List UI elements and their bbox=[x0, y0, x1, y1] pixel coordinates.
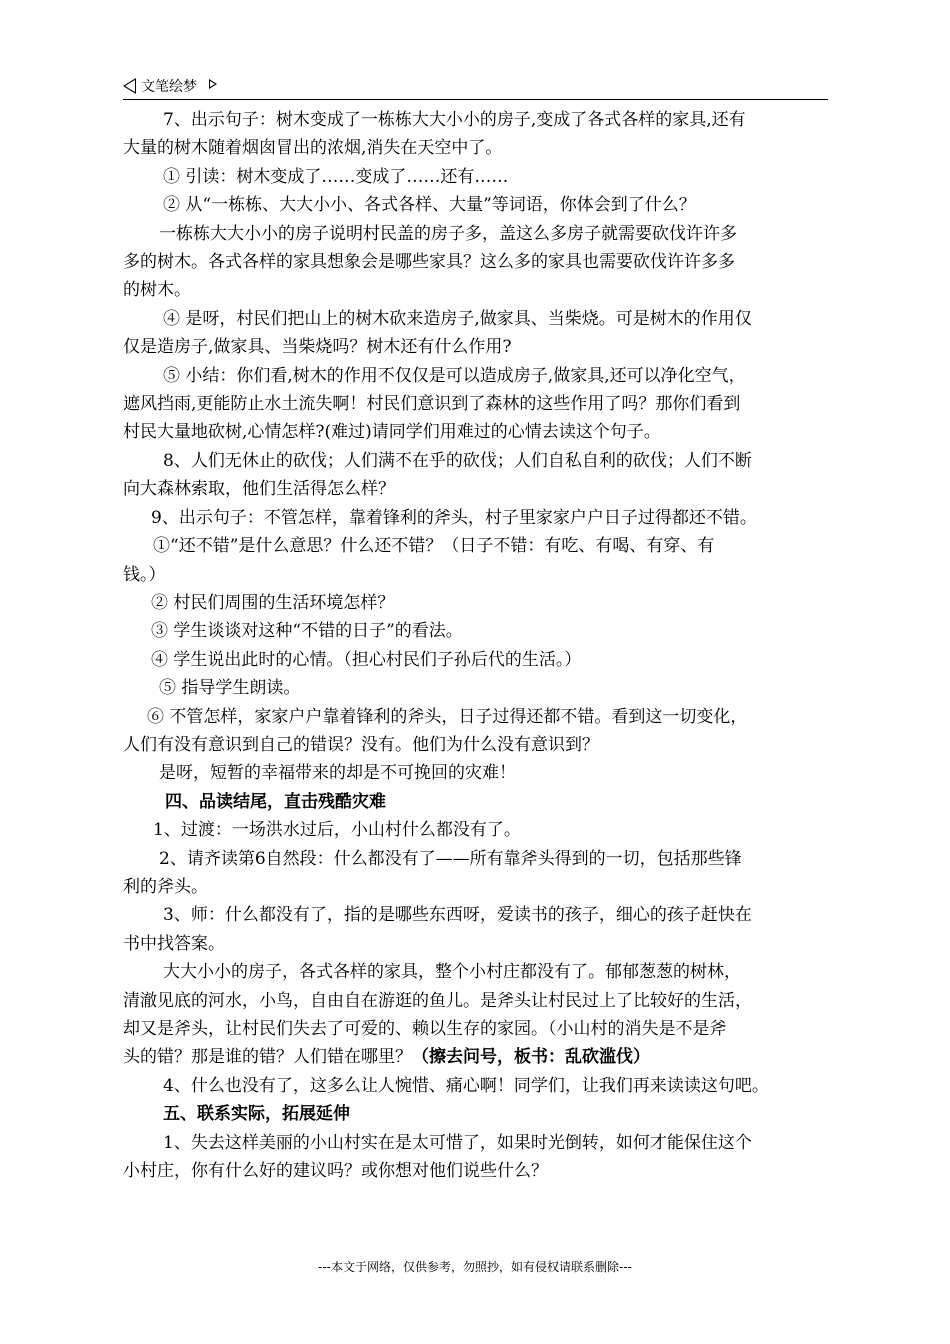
text-line bbox=[123, 447, 831, 475]
line-text: 清澈见底的河水，小鸟，自由自在游逛的鱼儿。是斧头让村民过上了比较好的生活， bbox=[123, 990, 752, 1011]
line-text: ⑥ 不管怎样，家家户户靠着锋利的斧头，日子过得还都不错。看到这一切变化， bbox=[147, 706, 748, 727]
line-text: 村民大量地砍树,心情怎样?(难过)请同学们用难过的心情去读这个句子。 bbox=[123, 422, 661, 443]
text-line bbox=[123, 759, 831, 787]
line-text: 仅是造房子,做家具、当柴烧吗？树木还有什么作用? bbox=[123, 337, 512, 358]
text-line bbox=[123, 987, 831, 1015]
text-line bbox=[123, 418, 831, 446]
line-text: 一栋栋大大小小的房子说明村民盖的房子多，盖这么多房子就需要砍伐许许多 bbox=[159, 223, 737, 244]
triangle-right-icon bbox=[209, 79, 217, 89]
text-line bbox=[123, 1043, 831, 1071]
line-text: ⑤ 小结：你们看,树木的作用不仅仅是可以造成房子,做家具,还可以净化空气， bbox=[163, 365, 746, 386]
line-text: 9、出示句子：不管怎样，靠着锋利的斧头，村子里家家户户日子过得都还不错。 bbox=[151, 507, 757, 528]
text-line bbox=[123, 731, 831, 759]
line-text: 大大小小的房子，各式各样的家具，整个小村庄都没有了。郁郁葱葱的树林， bbox=[163, 962, 741, 983]
line-text: ④ 学生说出此时的心情。（担心村民们子孙后代的生活。） bbox=[151, 649, 582, 670]
line-text: 小村庄，你有什么好的建议吗？或你想对他们说些什么？ bbox=[123, 1161, 548, 1182]
text-line bbox=[123, 1015, 831, 1043]
line-text: 多的树木。各式各样的家具想象会是哪些家具？这么多的家具也需要砍伐许许多多 bbox=[123, 252, 735, 273]
line-text: 钱。） bbox=[123, 564, 166, 585]
text-line bbox=[123, 816, 831, 844]
line-text: ② 村民们周围的生活环境怎样？ bbox=[151, 592, 395, 613]
line-text: ③ 学生谈谈对这种“不错的日子”的看法。 bbox=[151, 621, 463, 642]
line-text: 五、联系实际，拓展延伸 bbox=[163, 1104, 350, 1125]
text-line bbox=[123, 220, 831, 248]
section-heading bbox=[123, 1100, 831, 1128]
line-text: 2、请齐读第6自然段：什么都没有了——所有靠斧头得到的一切，包括那些锋 bbox=[159, 848, 742, 869]
page-header bbox=[123, 75, 828, 100]
text-line bbox=[123, 532, 831, 560]
section-heading bbox=[123, 788, 831, 816]
text-line bbox=[123, 475, 831, 503]
text-line bbox=[123, 106, 831, 134]
text-line bbox=[123, 276, 831, 304]
line-text: 却又是斧头，让村民们失去了可爱的、赖以生存的家园。（小山村的消失是不是斧 bbox=[123, 1019, 727, 1039]
line-text: 1、过渡：一场洪水过后，小山村什么都没有了。 bbox=[153, 820, 521, 841]
line-text: 1、失去这样美丽的小山村实在是太可惜了，如果时光倒转，如何才能保住这个 bbox=[163, 1132, 752, 1153]
line-text: ① 引读：树木变成了……变成了……还有…… bbox=[163, 166, 509, 187]
text-line bbox=[123, 390, 831, 418]
line-text: 书中找答案。 bbox=[123, 933, 225, 954]
line-text: 向大森林索取，他们生活得怎么样？ bbox=[123, 479, 395, 500]
text-line bbox=[123, 362, 831, 390]
line-text: 4、什么也没有了，这多么让人惋惜、痛心啊！同学们，让我们再来读读这句吧。 bbox=[163, 1075, 769, 1096]
header-brand: 文笔绘梦 bbox=[141, 79, 197, 95]
text-line bbox=[123, 333, 831, 361]
text-line bbox=[123, 248, 831, 276]
line-text: 是呀，短暂的幸福带来的却是不可挽回的灾难！ bbox=[159, 763, 516, 784]
page-footer: ---本文于网络，仅供参考，勿照抄，如有侵权请联系删除--- bbox=[318, 1260, 632, 1274]
line-text: 四、品读结尾，直击残酷灾难 bbox=[165, 791, 386, 812]
text-line bbox=[123, 1129, 831, 1157]
line-text: ①“还不错”是什么意思？什么还不错？（日子不错：有吃、有喝、有穿、有 bbox=[153, 536, 715, 557]
text-line bbox=[123, 646, 831, 674]
triangle-left-icon bbox=[123, 78, 136, 94]
text-line bbox=[123, 901, 831, 929]
line-text: ② 从“一栋栋、大大小小、各式各样、大量”等词语，你体会到了什么？ bbox=[163, 195, 696, 216]
line-text: 的树木。 bbox=[123, 280, 191, 301]
text-line bbox=[123, 674, 831, 702]
text-line bbox=[123, 958, 831, 986]
line-text: 8、人们无休止的砍伐；人们满不在乎的砍伐；人们自私自利的砍伐；人们不断 bbox=[163, 450, 752, 471]
text-line bbox=[123, 163, 831, 191]
text-line bbox=[123, 703, 831, 731]
bold-annotation: （擦去问号，板书：乱砍滥伐） bbox=[412, 1047, 650, 1068]
text-line bbox=[123, 930, 831, 958]
text-line bbox=[123, 134, 831, 162]
line-text: 3、师：什么都没有了，指的是哪些东西呀，爱读书的孩子，细心的孩子赶快在 bbox=[163, 905, 752, 926]
text-line bbox=[123, 504, 831, 532]
line-text: 头的错？那是谁的错？人们错在哪里？ bbox=[123, 1047, 412, 1068]
line-text: 遮风挡雨,更能防止水土流失啊！村民们意识到了森林的这些作用了吗？那你们看到 bbox=[123, 394, 741, 415]
text-line bbox=[123, 561, 831, 589]
line-text: 人们有没有意识到自己的错误？没有。他们为什么没有意识到？ bbox=[123, 734, 599, 755]
document-body bbox=[123, 106, 831, 1185]
line-text: 大量的树木随着烟囱冒出的浓烟,消失在天空中了。 bbox=[123, 138, 503, 159]
line-text: ⑤ 指导学生朗读。 bbox=[159, 678, 301, 699]
text-line bbox=[123, 305, 831, 333]
text-line bbox=[123, 589, 831, 617]
text-line bbox=[123, 845, 831, 873]
line-text: ④ 是呀，村民们把山上的树木砍来造房子,做家具、当柴烧。可是树木的作用仅 bbox=[163, 308, 752, 329]
text-line bbox=[123, 1157, 831, 1185]
text-line bbox=[123, 191, 831, 219]
line-text: 7、出示句子：树木变成了一栋栋大大小小的房子,变成了各式各样的家具,还有 bbox=[163, 110, 746, 130]
line-text: 利的斧头。 bbox=[123, 876, 208, 897]
text-line bbox=[123, 617, 831, 645]
text-line bbox=[123, 1072, 831, 1100]
text-line bbox=[123, 873, 831, 901]
